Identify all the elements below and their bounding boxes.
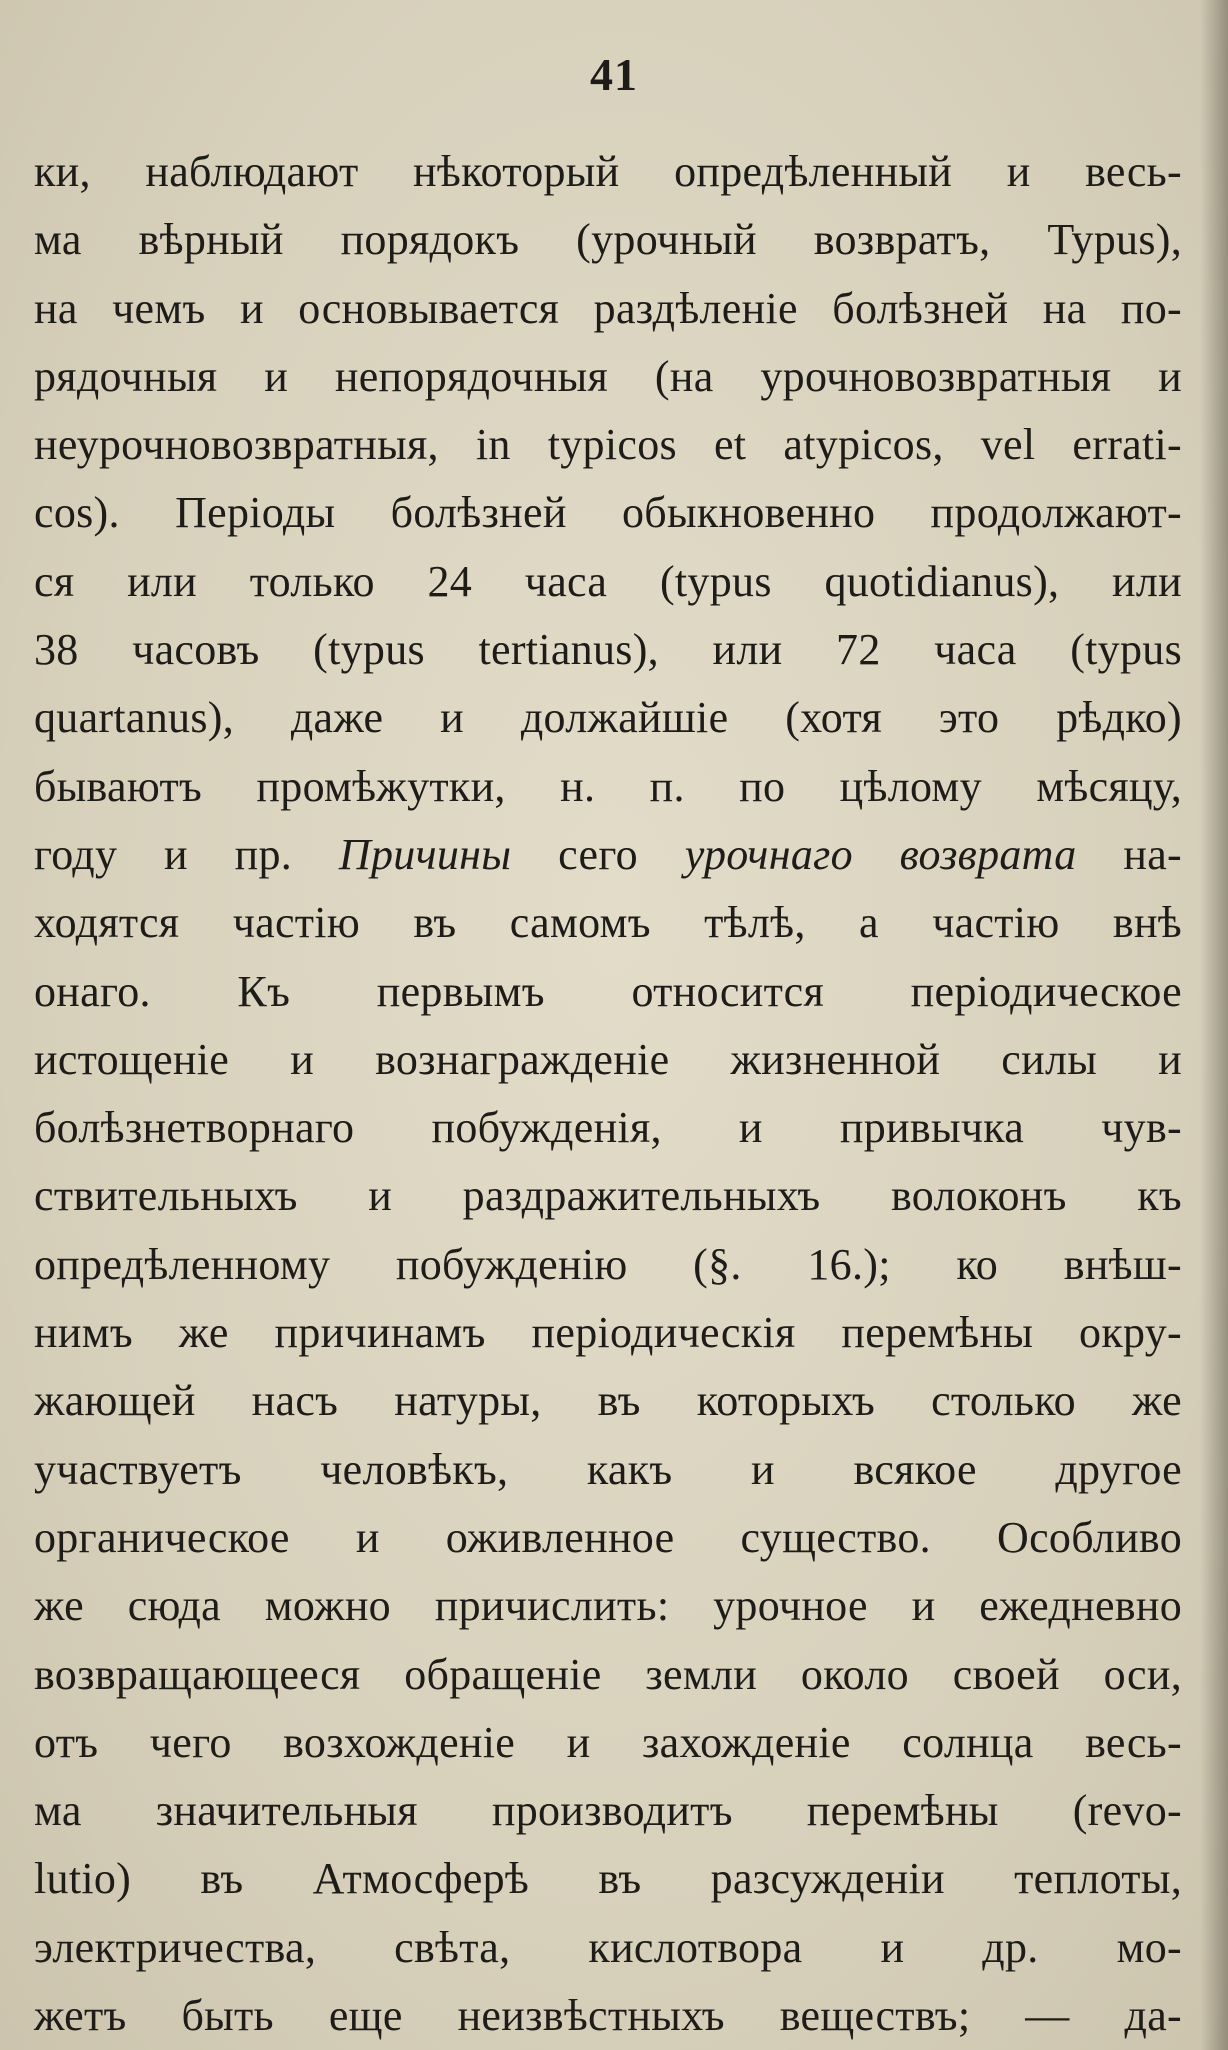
text-line-19: жающей насъ натуры, въ которыхъ столько же (34, 1376, 1182, 1426)
text-line-28: жетъ быть еще неизвѣстныхъ веществъ; — да- (34, 1991, 1182, 2041)
text-line-17: опредѣленному побужденію (§. 16.); ко внѣш- (34, 1239, 1182, 1289)
text-line-9: quartanus), даже и должайшіе (хотя это рѣдко) (34, 693, 1182, 743)
text-line-11-mid: сего (558, 829, 638, 879)
text-line-11-end: на- (1123, 829, 1183, 879)
text-line-15: болѣзнетворнаго побужденія, и привычка чув- (34, 1103, 1182, 1153)
text-line-18: нимъ же причинамъ періодическія перемѣны окру- (34, 1308, 1182, 1358)
text-line-7: ся или только 24 часа (typus quotidianus), или (34, 556, 1182, 606)
text-line-20: участвуетъ человѣкъ, какъ и всякое другое (34, 1444, 1182, 1494)
text-line-8: 38 часовъ (typus tertianus), или 72 часа (typus (34, 625, 1182, 675)
text-line-23: возвращающееся обращеніе земли около своей оси, (34, 1649, 1182, 1699)
italic-causes: Причины (338, 829, 512, 879)
text-line-6: cos). Періоды болѣзней обыкновенно продолжают- (34, 488, 1182, 538)
text-line-11-start: году и пр. (34, 829, 293, 879)
text-line-27: электричества, свѣта, кислотвора и др. мо- (34, 1922, 1182, 1972)
text-line-2: ма вѣрный порядокъ (урочный возвратъ, Typus), (34, 215, 1182, 265)
body-text (34, 138, 1182, 2050)
text-line-26: lutio) въ Атмосферѣ въ разсужденіи теплоты, (34, 1854, 1182, 1904)
italic-periodic-return: урочнаго возврата (684, 829, 1077, 879)
text-line-25: ма значительныя производитъ перемѣны (revo- (34, 1786, 1182, 1836)
text-line-5: неурочновозвратныя, in typicos et atypicos, vel errati- (34, 420, 1182, 470)
text-line-22: же сюда можно причислить: урочное и ежедневно (34, 1581, 1182, 1631)
text-line-13: онаго. Къ первымъ относится періодическое (34, 966, 1182, 1016)
text-line-24: отъ чего возхожденіе и захожденіе солнца весь- (34, 1717, 1182, 1767)
page-number: 41 (590, 49, 638, 100)
text-line-11 (34, 821, 1182, 889)
text-line-1: ки, наблюдают нѣкоторый опредѣленный и весь- (34, 147, 1182, 196)
text-line-10: бываютъ промѣжутки, н. п. по цѣлому мѣсяцу, (34, 761, 1182, 811)
text-line-14: истощеніе и вознагражденіе жизненной силы и (34, 1034, 1182, 1084)
text-line-21: органическое и оживленное существо. Особливо (34, 1512, 1182, 1562)
text-line-4: рядочныя и непорядочныя (на урочновозвратныя и (34, 351, 1182, 401)
text-line-12: ходятся частію въ самомъ тѣлѣ, а частію внѣ (34, 898, 1182, 948)
page-edge-shadow (1200, 0, 1228, 2050)
text-line-16: ствительныхъ и раздражительныхъ волоконъ къ (34, 1171, 1182, 1221)
text-line-3: на чемъ и основывается раздѣленіе болѣзней на по- (34, 283, 1182, 333)
